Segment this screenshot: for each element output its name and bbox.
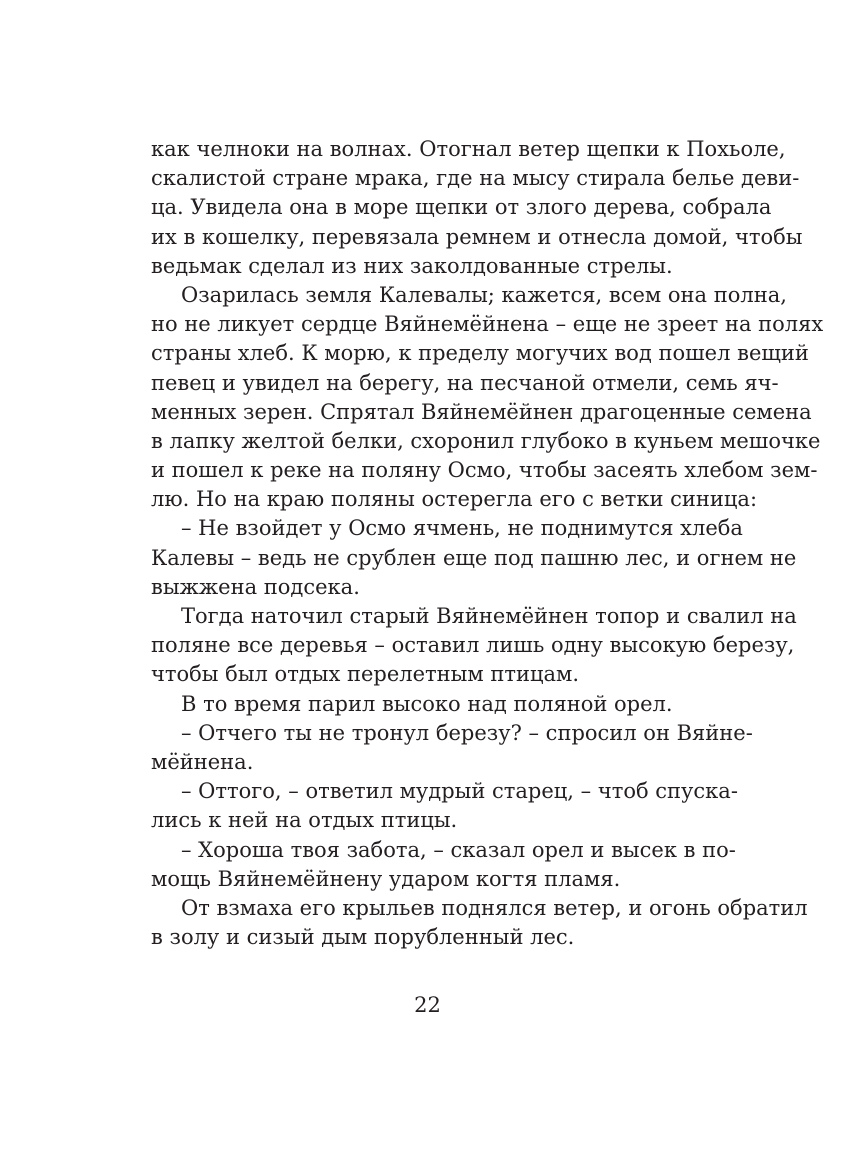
text-line: страны хлеб. К морю, к пределу могучих вод пошел вещий <box>151 341 809 366</box>
text-line: менных зерен. Спрятал Вяйнемёйнен драгоценные семена <box>151 399 812 424</box>
text-line: поляне все деревья – оставил лишь одну высокую березу, <box>151 633 795 658</box>
text-line: – Оттого, – ответил мудрый старец, – чтоб спуска- <box>181 779 738 804</box>
text-line: – Не взойдет у Осмо ячмень, не поднимутся хлеба <box>181 516 743 541</box>
text-line: их в кошелку, перевязала ремнем и отнесла домой, чтобы <box>151 224 803 249</box>
text-line: чтобы был отдых перелетным птицам. <box>151 662 580 687</box>
text-line: скалистой стране мрака, где на мысу стирала белье деви- <box>151 166 800 191</box>
body-text <box>151 135 824 952</box>
text-line: ца. Увидела она в море щепки от злого дерева, собрала <box>151 195 772 220</box>
text-line: но не ликует сердце Вяйнемёйнена – еще не зреет на полях <box>151 312 824 337</box>
text-line: в золу и сизый дым порубленный лес. <box>151 925 575 950</box>
text-line: и пошел к реке на поляну Осмо, чтобы засеять хлебом зем- <box>151 458 818 483</box>
text-line: певец и увидел на берегу, на песчаной отмели, семь яч- <box>151 370 779 395</box>
text-line: в лапку желтой белки, схоронил глубоко в куньем мешочке <box>151 428 821 453</box>
text-line: Озарилась земля Калевалы; кажется, всем она полна, <box>181 282 787 307</box>
text-line: ведьмак сделал из них заколдованные стрелы. <box>151 253 673 278</box>
page-number: 22 <box>414 993 441 1017</box>
text-line: мощь Вяйнемёйнену ударом когтя пламя. <box>151 866 621 891</box>
text-line: выжжена подсека. <box>151 574 360 599</box>
text-line: как челноки на волнах. Отогнал ветер щепки к Похьоле, <box>151 137 786 161</box>
text-line: В то время парил высоко над поляной орел. <box>181 691 673 716</box>
text-line: – Отчего ты не тронул березу? – спросил он Вяйне- <box>181 720 753 745</box>
text-line: От взмаха его крыльев поднялся ветер, и огонь обратил <box>181 895 808 920</box>
text-line: лю. Но на краю поляны остерегла его с ветки синица: <box>151 487 758 512</box>
text-line: лись к ней на отдых птицы. <box>151 808 458 833</box>
text-line: Тогда наточил старый Вяйнемёйнен топор и свалил на <box>181 604 797 628</box>
text-line: Калевы – ведь не срублен еще под пашню лес, и огнем не <box>151 545 797 570</box>
text-line: – Хороша твоя забота, – сказал орел и высек в по- <box>181 837 736 862</box>
text-line: мёйнена. <box>151 749 254 774</box>
